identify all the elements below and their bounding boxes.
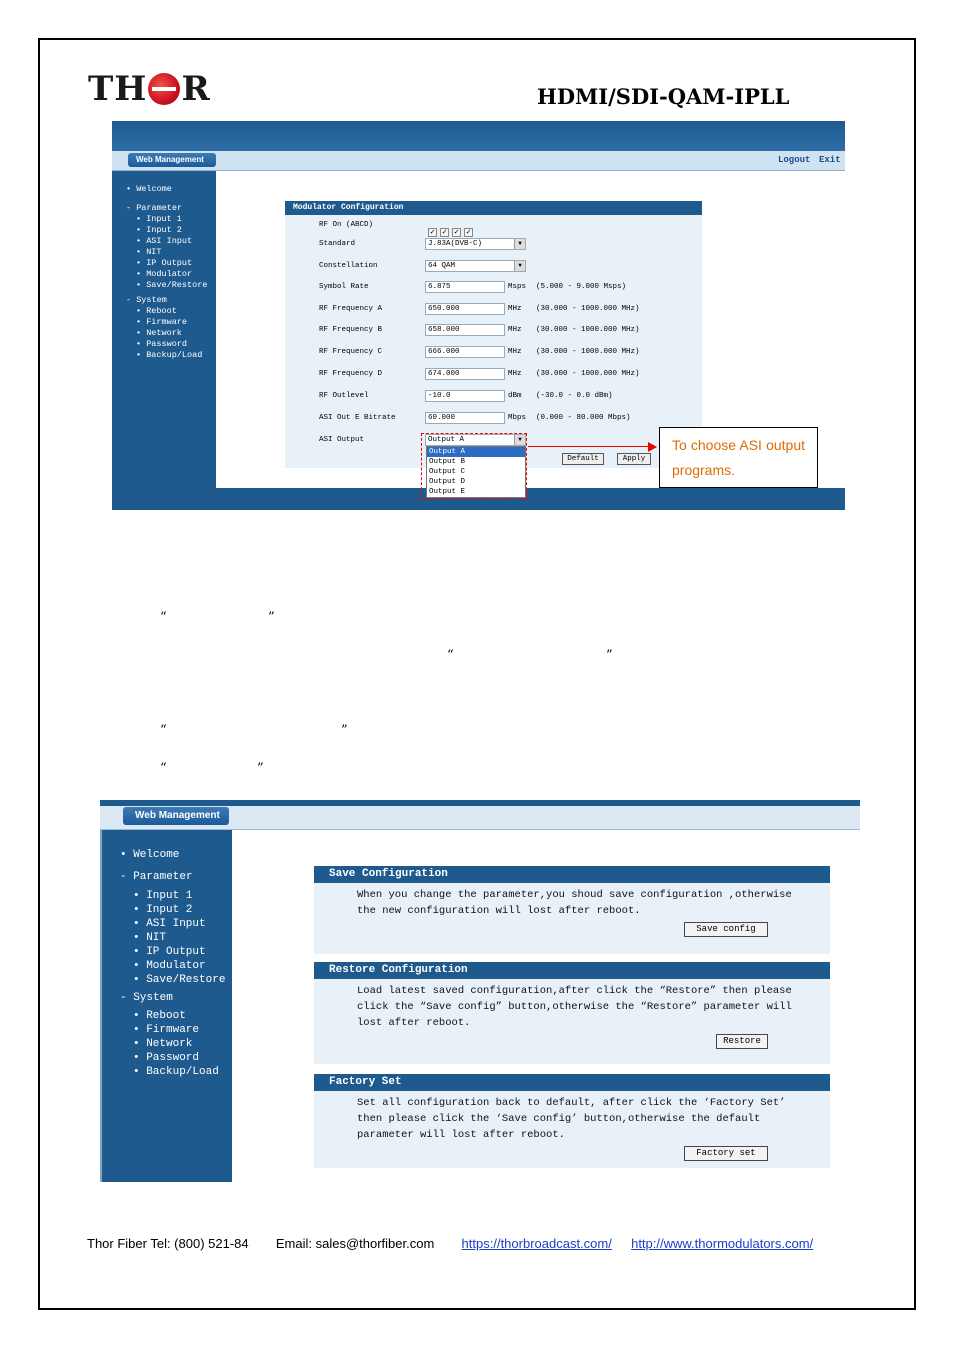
menu-input2[interactable]: • Input 2	[133, 904, 193, 916]
menu-ip-output[interactable]: • IP Output	[133, 946, 206, 958]
header-banner	[112, 121, 845, 151]
constellation-label: Constellation	[319, 262, 378, 270]
menu-parameter[interactable]: - Parameter	[120, 871, 193, 883]
restore-button[interactable]: Restore	[716, 1034, 768, 1049]
outlevel-range: (-30.0 - 0.0 dBm)	[536, 392, 613, 400]
rf-c-unit: MHz	[508, 348, 522, 356]
menu-network[interactable]: • Network	[136, 328, 182, 338]
rf-d-unit: MHz	[508, 370, 522, 378]
sidebar-menu	[120, 848, 225, 1079]
menu-system[interactable]: - System	[120, 992, 173, 1004]
rf-a-label: RF Frequency A	[319, 305, 383, 313]
menu-reboot[interactable]: • Reboot	[136, 306, 177, 316]
menu-nit[interactable]: • NIT	[133, 932, 167, 944]
outlevel-input[interactable]: -10.0	[425, 390, 505, 402]
logout-link[interactable]: Logout	[778, 155, 811, 165]
callout-arrow	[528, 446, 650, 447]
menu-system[interactable]: - System	[126, 295, 167, 305]
constellation-value: 64 QAM	[428, 262, 456, 270]
restore-config-title: Restore Configuration	[314, 962, 830, 979]
outlevel-label: RF Outlevel	[319, 392, 369, 400]
nav-bar	[112, 151, 845, 171]
footer-link-modulators[interactable]: http://www.thormodulators.com/	[631, 1236, 814, 1251]
rf-c-label: RF Frequency C	[319, 348, 383, 356]
menu-password[interactable]: • Password	[136, 339, 188, 349]
chevron-down-icon: ▼	[514, 239, 525, 249]
dropdown-option[interactable]: Output D	[429, 478, 466, 486]
web-management-tab: Web Management	[123, 807, 229, 825]
web-management-tab: Web Management	[128, 153, 216, 167]
factory-set-title: Factory Set	[314, 1074, 830, 1091]
rf-b-range: (30.000 - 1000.000 MHz)	[536, 326, 640, 334]
outlevel-unit: dBm	[508, 392, 522, 400]
asi-bitrate-input[interactable]: 60.000	[425, 412, 505, 424]
menu-password[interactable]: • Password	[133, 1052, 200, 1064]
chevron-down-icon: ▼	[514, 261, 525, 271]
symbol-rate-unit: Msps	[508, 283, 527, 291]
save-restore-screenshot	[100, 800, 860, 1182]
asi-bitrate-unit: Mbps	[508, 414, 527, 422]
doc-title: HDMI/SDI-QAM-IPLL	[537, 84, 790, 109]
rf-a-checkbox[interactable]: ✓	[429, 229, 436, 236]
factory-set-text: Set all configuration back to default, after click the ‘Factory Set’ then please click the ‘Save config’ button,otherwise the default parameter will lost after reboot.	[357, 1097, 786, 1141]
menu-asi-input[interactable]: • ASI Input	[133, 918, 206, 930]
dropdown-option[interactable]: Output E	[429, 488, 466, 496]
quote-open: “	[160, 761, 167, 776]
rf-c-range: (30.000 - 1000.000 MHz)	[536, 348, 640, 356]
rf-c-checkbox[interactable]: ✓	[453, 229, 460, 236]
factory-set-button[interactable]: Factory set	[684, 1146, 768, 1161]
rf-a-input[interactable]: 650.000	[425, 303, 505, 315]
menu-firmware[interactable]: • Firmware	[133, 1024, 200, 1036]
menu-backup-load[interactable]: • Backup/Load	[136, 350, 203, 360]
menu-reboot[interactable]: • Reboot	[133, 1010, 186, 1022]
quote-open: “	[160, 723, 167, 738]
dropdown-option[interactable]: Output B	[429, 458, 466, 466]
rf-b-checkbox[interactable]: ✓	[441, 229, 448, 236]
menu-welcome[interactable]: • Welcome	[120, 849, 180, 861]
menu-save-restore[interactable]: • Save/Restore	[133, 974, 226, 986]
footer-email: Email: sales@thorfiber.com	[275, 1236, 435, 1251]
menu-input1[interactable]: • Input 1	[136, 214, 182, 224]
apply-button[interactable]: Apply	[617, 453, 651, 465]
arrow-head-icon	[648, 442, 657, 452]
menu-nit[interactable]: • NIT	[136, 247, 162, 257]
symbol-rate-input[interactable]: 6.875	[425, 281, 505, 293]
asi-output-label: ASI Output	[319, 436, 365, 444]
factory-set-section	[314, 1074, 830, 1168]
default-button[interactable]: Default	[562, 453, 604, 465]
rf-on-label: RF On (ABCD)	[319, 221, 374, 229]
quote-close: ”	[268, 610, 275, 625]
standard-value: J.83A(DVB-C)	[428, 240, 483, 248]
menu-asi-input[interactable]: • ASI Input	[136, 236, 193, 246]
menu-firmware[interactable]: • Firmware	[136, 317, 188, 327]
rf-d-range: (30.000 - 1000.000 MHz)	[536, 370, 640, 378]
menu-backup-load[interactable]: • Backup/Load	[133, 1066, 219, 1078]
dropdown-option[interactable]: Output C	[429, 468, 466, 476]
standard-select[interactable]	[425, 238, 526, 250]
menu-modulator[interactable]: • Modulator	[136, 269, 193, 279]
quote-close: ”	[341, 723, 348, 738]
rf-on-checkboxes	[428, 221, 476, 239]
rf-c-input[interactable]: 666.000	[425, 346, 505, 358]
quote-open: “	[160, 610, 167, 625]
thor-logo	[88, 69, 211, 109]
menu-welcome[interactable]: • Welcome	[126, 184, 172, 194]
rf-b-input[interactable]: 658.000	[425, 324, 505, 336]
dropdown-option[interactable]: Output A	[427, 447, 525, 457]
modulator-config-panel	[285, 201, 702, 468]
save-config-button[interactable]: Save config	[684, 922, 768, 937]
restore-config-section	[314, 962, 830, 1064]
save-config-title: Save Configuration	[314, 866, 830, 883]
highlight-box	[421, 433, 527, 500]
quote-close: ”	[606, 648, 613, 663]
rf-b-unit: MHz	[508, 326, 522, 334]
quote-close: ”	[257, 761, 264, 776]
menu-network[interactable]: • Network	[133, 1038, 193, 1050]
chevron-down-icon: ▼	[514, 435, 525, 445]
rf-d-checkbox[interactable]: ✓	[465, 229, 472, 236]
menu-parameter[interactable]: - Parameter	[126, 203, 183, 213]
rf-a-unit: MHz	[508, 305, 522, 313]
symbol-rate-range: (5.000 - 9.000 Msps)	[536, 283, 627, 291]
sidebar-menu	[126, 184, 207, 361]
footer-tel: Thor Fiber Tel: (800) 521-84	[87, 1236, 249, 1251]
rf-a-range: (30.000 - 1000.000 MHz)	[536, 305, 640, 313]
save-config-text: When you change the parameter,you shoud save configuration ,otherwise the new configuration will lost after reboot.	[357, 889, 792, 917]
save-config-section	[314, 866, 830, 954]
menu-ip-output[interactable]: • IP Output	[136, 258, 193, 268]
rf-d-label: RF Frequency D	[319, 370, 383, 378]
menu-save-restore[interactable]: • Save/Restore	[136, 280, 208, 290]
asi-bitrate-label: ASI Out E Bitrate	[319, 414, 396, 422]
constellation-select[interactable]	[425, 260, 526, 272]
menu-input1[interactable]: • Input 1	[133, 890, 193, 902]
rf-b-label: RF Frequency B	[319, 326, 383, 334]
page-footer	[87, 1236, 813, 1251]
logo-text-th: TH	[88, 69, 148, 109]
rf-d-input[interactable]: 674.000	[425, 368, 505, 380]
standard-label: Standard	[319, 240, 356, 248]
asi-bitrate-range: (0.000 - 80.000 Mbps)	[536, 414, 631, 422]
panel-title: Modulator Configuration	[285, 201, 702, 215]
exit-link[interactable]: Exit	[819, 155, 841, 165]
menu-input2[interactable]: • Input 2	[136, 225, 182, 235]
logo-text-r: R	[181, 69, 211, 109]
quote-open: “	[447, 648, 454, 663]
symbol-rate-label: Symbol Rate	[319, 283, 369, 291]
restore-config-text: Load latest saved configuration,after click the “Restore” then please click the “Save config” button,otherwise the “Restore” parameter will lost after reboot.	[357, 985, 792, 1029]
footer-link-broadcast[interactable]: https://thorbroadcast.com/	[461, 1236, 612, 1251]
asi-output-value: Output A	[428, 436, 465, 444]
globe-icon	[148, 73, 180, 105]
callout-note: To choose ASI output programs.	[659, 427, 818, 488]
menu-modulator[interactable]: • Modulator	[133, 960, 206, 972]
